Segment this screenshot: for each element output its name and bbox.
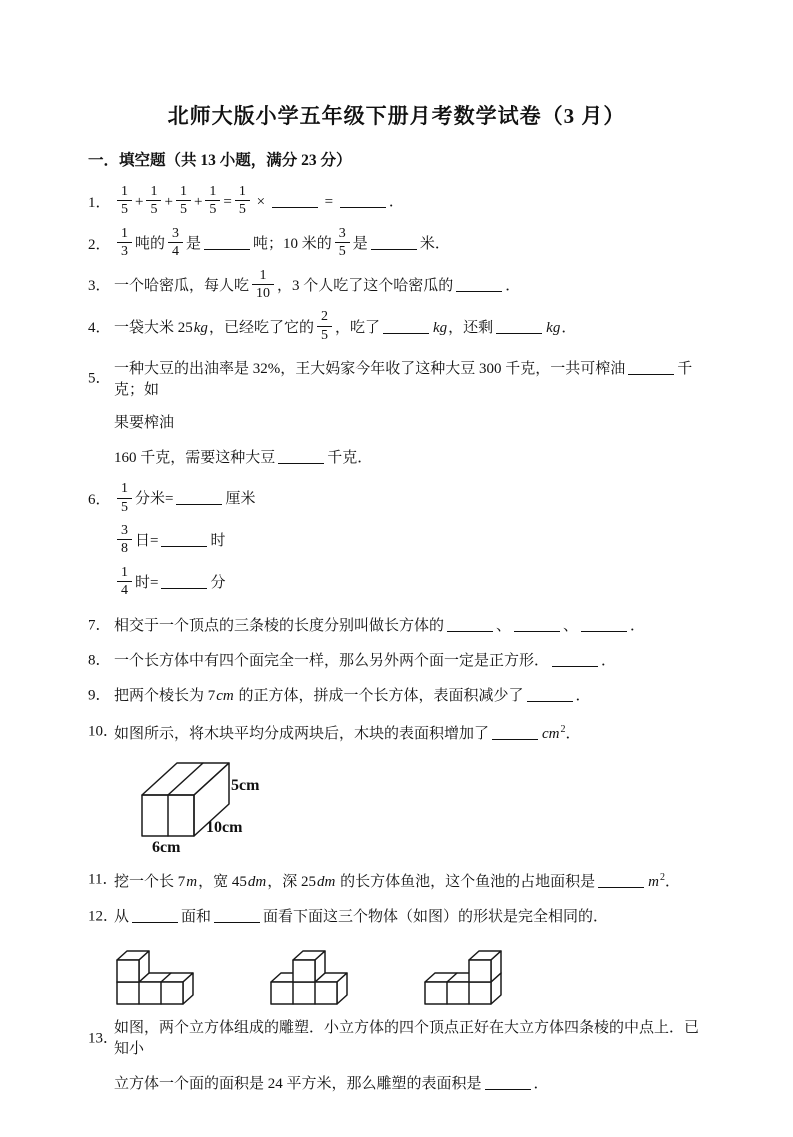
- unit-text: kg: [193, 319, 208, 336]
- cuboid-figure: [136, 757, 276, 857]
- text-run: 米．: [419, 236, 450, 253]
- text-run: 、: [563, 618, 579, 635]
- question-1: [88, 184, 705, 222]
- question-9: [88, 684, 705, 707]
- text-run: 时: [210, 533, 226, 550]
- section-heading: 一．填空题（共 13 小题，满分 23 分）: [88, 152, 352, 169]
- superscript: 2: [560, 724, 566, 736]
- text-run: 时=: [135, 575, 159, 592]
- question-3: [88, 267, 705, 306]
- question-number: 8．: [88, 652, 111, 669]
- text-run: +: [135, 194, 144, 211]
- question-line: [114, 446, 705, 469]
- text-run: 面和: [181, 909, 212, 926]
- question-number: 10．: [88, 723, 119, 740]
- answer-blank: [514, 616, 560, 632]
- text-run: 的正方体，拼成一个长方体，表面积减少了: [234, 688, 524, 705]
- dimension-label-width: 6cm: [152, 839, 181, 857]
- text-run: ，已经吃了它的: [208, 319, 314, 336]
- fraction: $\frac{3}{5}$: [335, 226, 350, 260]
- fraction: $\frac{1}{3}$: [117, 226, 132, 260]
- text-run: ．: [630, 618, 646, 635]
- question-10-figure: [136, 757, 705, 857]
- unit-text: cm: [542, 726, 560, 743]
- question-line: [88, 481, 705, 519]
- text-run: 相交于一个顶点的三条棱的长度分别叫做长方体的: [114, 618, 445, 635]
- question-12-figures: [114, 940, 705, 1006]
- answer-blank: [161, 531, 207, 547]
- fraction: $\frac{1}{4}$: [117, 565, 132, 599]
- question-line: [88, 719, 705, 745]
- text-run: +: [193, 194, 203, 211]
- unit-text: kg: [546, 319, 561, 336]
- dimension-label-height: 5cm: [231, 777, 260, 795]
- question-line: [88, 309, 705, 347]
- text-run: ，还剩: [448, 319, 494, 336]
- answer-blank: [456, 276, 502, 292]
- text-run: 一个长方体中有四个面完全一样，那么另外两个面一定是正方形．: [114, 653, 550, 670]
- fraction: $\frac{1}{5}$: [117, 481, 132, 515]
- question-number: 12．: [88, 908, 119, 925]
- answer-blank: [278, 448, 324, 464]
- answer-blank: [214, 907, 260, 923]
- fraction: $\frac{3}{4}$: [168, 226, 183, 260]
- unit-text: cm: [216, 688, 234, 705]
- text-run: 千克．: [327, 450, 373, 467]
- text-run: 吨；10 米的: [253, 236, 332, 253]
- fraction: $\frac{2}{5}$: [317, 309, 332, 343]
- question-line: [88, 267, 705, 306]
- unit-text: m: [648, 874, 659, 891]
- text-run: ．: [533, 1076, 549, 1093]
- fraction: $\frac{1}{5}$: [146, 184, 161, 218]
- fraction: $\frac{3}{8}$: [117, 523, 132, 557]
- question-line: [114, 1072, 705, 1095]
- text-run: =: [223, 194, 232, 211]
- text-run: 千克；如: [114, 361, 693, 399]
- fraction: $\frac{1}{5}$: [117, 184, 132, 218]
- text-run: 从: [114, 909, 130, 926]
- answer-blank: [132, 907, 178, 923]
- text-run: 一种大豆的出油率是 32%，王大妈家今年收了这种大豆 300 千克，一共可榨油: [114, 361, 626, 378]
- question-7: [88, 614, 705, 637]
- text-run: 是: [352, 236, 368, 253]
- question-number: 3．: [88, 278, 111, 295]
- question-11: [88, 867, 705, 893]
- fraction: $\frac{1}{10}$: [252, 268, 274, 302]
- question-line: [114, 565, 705, 603]
- text-run: ．: [575, 688, 591, 705]
- text-run: 日=: [135, 533, 159, 550]
- question-line: [114, 523, 705, 561]
- text-run: ．: [561, 319, 577, 336]
- cube-stack-figure-middle: [268, 940, 350, 1006]
- answer-blank: [204, 234, 250, 250]
- question-number: 7．: [88, 617, 111, 634]
- fraction: $\frac{1}{5}$: [235, 184, 250, 218]
- question-4: [88, 309, 705, 347]
- question-2: [88, 225, 705, 264]
- text-run: ，深 25: [267, 874, 316, 891]
- answer-blank: [552, 651, 598, 667]
- text-run: 吨的: [135, 236, 166, 253]
- superscript: 2: [659, 872, 665, 884]
- question-line: [88, 357, 705, 401]
- question-number: 5．: [88, 370, 111, 387]
- text-run: ，3 个人吃了这个哈密瓜的: [277, 277, 454, 294]
- answer-blank: [383, 318, 429, 334]
- question-13: [88, 1018, 705, 1095]
- text-run: 一个哈密瓜，每人吃: [114, 277, 250, 294]
- text-run: 分: [210, 575, 226, 592]
- question-line: [88, 184, 705, 222]
- text-run: ．: [601, 653, 617, 670]
- text-run: ．: [505, 277, 521, 294]
- fraction: $\frac{1}{5}$: [176, 184, 191, 218]
- answer-blank: [485, 1074, 531, 1090]
- answer-blank: [496, 318, 542, 334]
- question-number: 6．: [88, 492, 111, 509]
- text-run: ．: [565, 726, 581, 743]
- text-run: +: [164, 194, 173, 211]
- page-title: 北师大版小学五年级下册月考数学试卷（3 月）: [167, 104, 626, 128]
- text-run: 一袋大米 25: [114, 319, 193, 336]
- answer-blank: [161, 573, 207, 589]
- answer-blank: [272, 192, 318, 208]
- text-run: 如图所示，将木块平均分成两块后，木块的表面积增加了: [114, 726, 490, 743]
- text-run: 把两个棱长为 7: [114, 688, 216, 705]
- text-run: ．: [664, 874, 680, 891]
- text-run: 面看下面这三个物体（如图）的形状是完全相同的．: [263, 909, 609, 926]
- question-number: 13．: [88, 1030, 119, 1047]
- dimension-label-depth: 10cm: [206, 819, 243, 837]
- unit-text: kg: [432, 319, 448, 336]
- question-number: 1．: [88, 194, 111, 211]
- answer-blank: [527, 686, 573, 702]
- unit-text: dm: [247, 874, 267, 891]
- text-run: 厘米: [225, 491, 256, 508]
- text-run: 分米=: [135, 491, 174, 508]
- answer-blank: [598, 872, 644, 888]
- question-line: [88, 649, 705, 672]
- question-line: [88, 684, 705, 707]
- fraction: $\frac{1}{5}$: [205, 184, 220, 218]
- question-line: [88, 614, 705, 637]
- text-run: 挖一个长 7: [114, 874, 186, 891]
- question-number: 2．: [88, 236, 111, 253]
- text-run: 、: [496, 618, 512, 635]
- answer-blank: [628, 359, 674, 375]
- text-run: ×: [252, 194, 269, 211]
- answer-blank: [581, 616, 627, 632]
- question-number: 4．: [88, 320, 111, 337]
- text-run: ．: [388, 194, 404, 211]
- text-run: ，吃了: [334, 319, 380, 336]
- question-line: [88, 225, 705, 264]
- answer-blank: [371, 234, 417, 250]
- answer-blank: [492, 724, 538, 740]
- unit-text: dm: [316, 874, 336, 891]
- question-5: [88, 357, 705, 469]
- question-8: [88, 649, 705, 672]
- text-run: 是: [186, 236, 202, 253]
- answer-blank: [447, 616, 493, 632]
- question-10: [88, 719, 705, 857]
- question-line: [114, 413, 705, 434]
- unit-text: m: [186, 874, 198, 891]
- question-line: [88, 867, 705, 893]
- answer-blank: [176, 489, 222, 505]
- text-run: 如图，两个立方体组成的雕塑．小立方体的四个顶点正好在大立方体四条棱的中点上．已知小: [114, 1020, 700, 1058]
- text-run: ，宽 45: [198, 874, 247, 891]
- question-6: [88, 481, 705, 602]
- text-run: 果要榨油: [114, 415, 175, 432]
- text-run: 立方体一个面的面积是 24 平方米，那么雕塑的表面积是: [114, 1076, 482, 1093]
- answer-blank: [340, 192, 386, 208]
- cube-stack-figure-right: [422, 940, 504, 1006]
- text-run: 160 千克，需要这种大豆: [114, 450, 276, 467]
- text-run: =: [320, 194, 337, 211]
- question-12: [88, 905, 705, 928]
- cube-stack-figure-left: [114, 940, 196, 1006]
- text-run: 的长方体鱼池，这个鱼池的占地面积是: [336, 874, 596, 891]
- question-line: [88, 905, 705, 928]
- question-number: 11．: [88, 871, 118, 888]
- question-line: [88, 1018, 705, 1060]
- question-number: 9．: [88, 687, 111, 704]
